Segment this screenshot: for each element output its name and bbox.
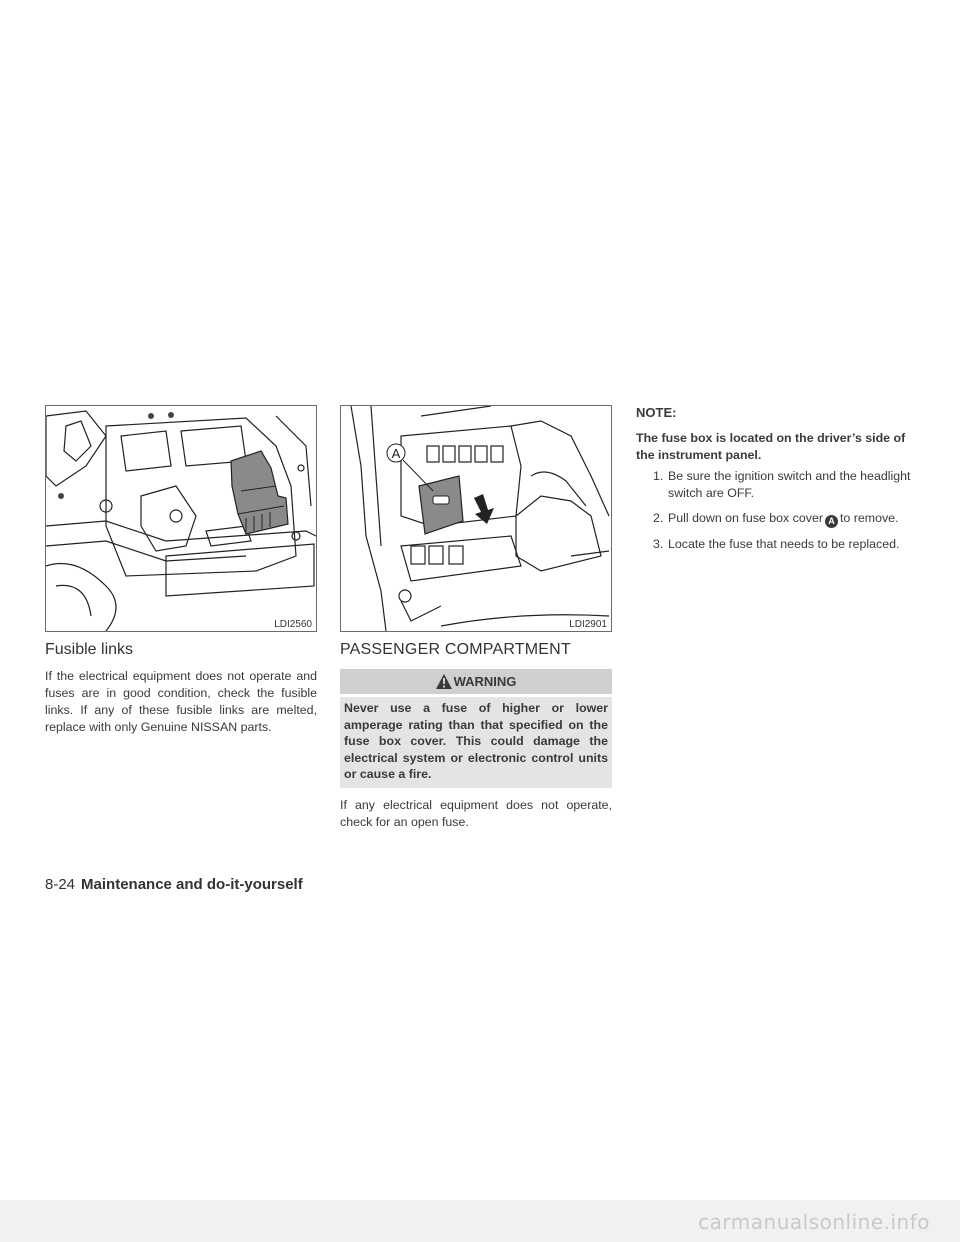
section-heading-fusible-links: Fusible links (45, 641, 134, 658)
step-3 (636, 536, 916, 553)
step-number: 1. (653, 469, 664, 483)
step-text: Locate the fuse that needs to be replaced. (668, 537, 900, 551)
warning-header (340, 669, 612, 694)
column-fusible-links (45, 405, 317, 736)
note-label: NOTE: (636, 405, 677, 420)
figure-code: LDI2560 (274, 619, 312, 630)
section-title: Maintenance and do-it-yourself (81, 876, 303, 893)
page-footer (45, 876, 303, 893)
procedure-steps (636, 468, 916, 553)
step-1 (636, 468, 916, 502)
engine-compartment-illustration (46, 406, 316, 631)
callout-A-badge: A (825, 515, 838, 528)
warning-text: Never use a fuse of higher or lower amperage rating than that specified on the fuse box cover. This could damage the electrical system or electronic control units or cause a fire. (340, 697, 612, 788)
callout-label-A: A (391, 446, 401, 461)
open-fuse-paragraph: If any electrical equipment does not operate, check for an open fuse. (340, 797, 612, 829)
column-note-steps (636, 405, 916, 561)
fusible-links-paragraph: If the electrical equipment does not operate and fuses are in good condition, check the fusible links. If any of these fusible links are melted, replace with only Genuine NISSAN parts. (45, 669, 317, 734)
note-text: The fuse box is located on the driver’s side of the instrument panel. (636, 431, 906, 462)
step-text-after: to remove. (839, 511, 899, 525)
fuse-box-cover-figure (340, 405, 612, 632)
warning-label: WARNING (453, 674, 517, 689)
step-text: Be sure the ignition switch and the headlight switch are OFF. (668, 469, 911, 500)
warning-triangle-icon (436, 672, 452, 697)
step-2 (636, 510, 916, 528)
step-text: Pull down on fuse box cover (668, 511, 823, 525)
instrument-panel-illustration (341, 406, 611, 631)
section-heading-passenger-compartment: PASSENGER COMPARTMENT (340, 641, 571, 658)
column-passenger-compartment (340, 405, 612, 831)
figure-code: LDI2901 (569, 619, 607, 630)
step-number: 3. (653, 537, 664, 551)
page-number: 8-24 (45, 876, 76, 893)
step-number: 2. (653, 511, 664, 525)
watermark-bar (0, 1200, 960, 1242)
watermark-text: carmanualsonline.info (698, 1210, 930, 1234)
engine-fusible-link-figure (45, 405, 317, 632)
